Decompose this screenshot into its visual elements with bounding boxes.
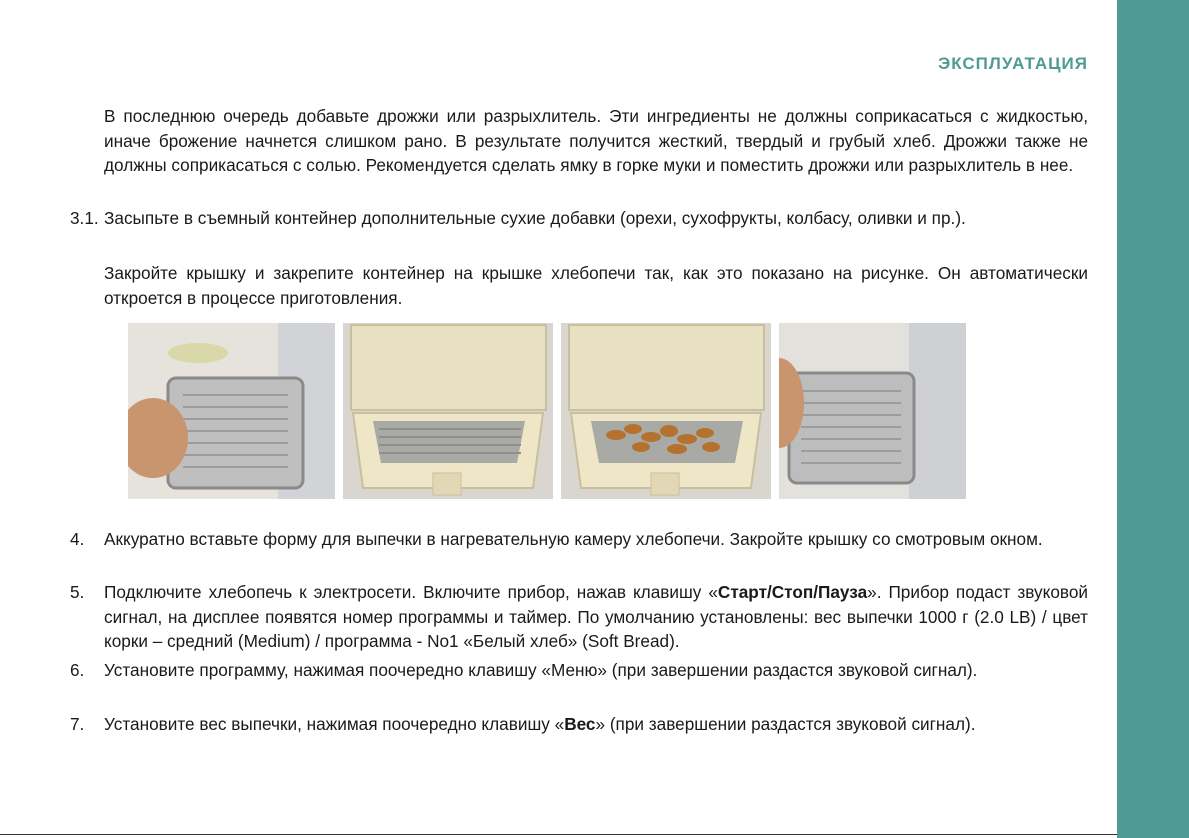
side-accent-bar [1117,0,1189,838]
step-number-3-1: 3.1. [70,208,99,228]
bottom-divider [0,834,1117,835]
key-start-stop-pause: Старт/Стоп/Пауза [717,582,868,602]
photo-attaching-container [128,323,335,499]
step-number-6: 6. [70,660,85,680]
section-title: ЭКСПЛУАТАЦИЯ [938,54,1088,73]
photo-container-with-raisins [561,323,771,499]
step-4-text: Аккуратно вставьте форму для выпечки в нагревательную камеру хлебопечи. Закройте крышку со смотровым окном. [104,529,1043,549]
step-3-1-text: Засыпьте в съемный контейнер дополнительные сухие добавки (орехи, сухофрукты, колбасу, оливки и пр.). [104,208,966,228]
intro-paragraph: В последнюю очередь добавьте дрожжи или разрыхлитель. Эти ингредиенты не должны соприкасаться с жидкостью, иначе брожение начнется слишком рано. В результате получится жесткий, твердый и грубый хлеб. Дрожжи также не должны соприкасаться с солью. Рекомендуется сделать ямку в горке муки и поместить дрожжи или разрыхлитель в нее. [104,106,1088,175]
step-6-text: Установите программу, нажимая поочередно клавишу «Меню» (при завершении раздастся звуковой сигнал). [104,660,978,680]
step-5-text: Подключите хлебопечь к электросети. Включите прибор, нажав клавишу «Старт/Стоп/Пауза». Прибор подаст звуковой сигнал, на дисплее появятся номер программы и таймер. По умолчанию установлены: вес выпечки 1000 г (2.0 LB) / цвет корки – средний (Medium) / программа - No1 «Белый хлеб» (Soft Bread). [104,582,1088,651]
key-weight: Вес [564,714,596,734]
step-number-5: 5. [70,582,85,602]
step-number-4: 4. [70,529,85,549]
step-3-1-text-2: Закройте крышку и закрепите контейнер на крышке хлебопечи так, как это показано на рисунке. Он автоматически откроется в процессе приготовления. [104,263,1088,308]
photo-open-empty-container [343,323,553,499]
step-7-text: Установите вес выпечки, нажимая поочередно клавишу «Вес» (при завершении раздастся звуковой сигнал). [104,714,976,734]
step-number-7: 7. [70,714,85,734]
photo-container-mounted [779,323,966,499]
